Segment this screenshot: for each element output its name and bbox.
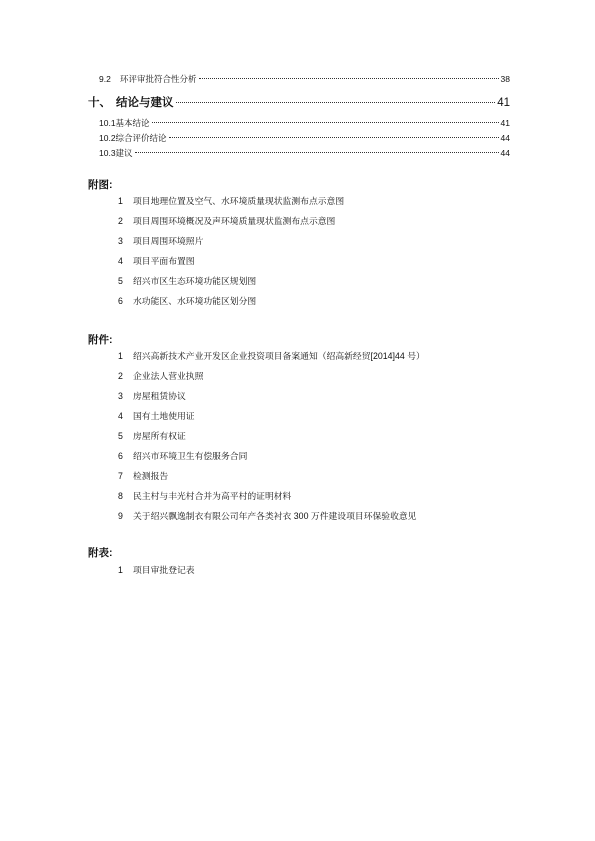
toc-entry-number: 10.3 xyxy=(99,148,116,158)
item-text: 国有土地使用证 xyxy=(133,411,195,421)
list-item xyxy=(118,271,344,291)
list-item xyxy=(118,446,425,466)
toc-entry-page: 44 xyxy=(500,148,510,158)
list-item xyxy=(118,466,425,486)
list-item xyxy=(118,291,344,311)
toc-entry-number: 9.2 xyxy=(99,74,111,84)
item-text: 绍兴高新技术产业开发区企业投资项目备案通知（绍高新经贸[2014]44 号） xyxy=(133,351,425,361)
toc-entry-page: 41 xyxy=(497,97,510,109)
toc-entry-number: 十、 xyxy=(88,97,111,109)
list-item xyxy=(118,406,425,426)
list-item xyxy=(118,231,344,251)
toc-entry-9-2[interactable] xyxy=(99,73,510,85)
attachments-list xyxy=(118,346,425,526)
list-item xyxy=(118,506,425,526)
toc-entry-10[interactable] xyxy=(88,94,510,110)
item-number: 4 xyxy=(118,256,123,266)
list-item xyxy=(118,560,195,580)
list-item xyxy=(118,486,425,506)
attachments-heading: 附件: xyxy=(88,334,113,346)
item-text: 关于绍兴飘逸制衣有限公司年产各类衬衣 300 万件建设项目环保验收意见 xyxy=(133,511,417,521)
toc-entry-10-3[interactable] xyxy=(99,147,510,159)
item-number: 6 xyxy=(118,451,123,461)
toc-dot-leader xyxy=(135,152,499,153)
item-text: 项目审批登记表 xyxy=(133,565,195,575)
toc-entry-title: 建议 xyxy=(115,148,133,158)
figures-list xyxy=(118,191,344,311)
list-item xyxy=(118,426,425,446)
tables-heading: 附表: xyxy=(88,547,113,559)
figures-heading: 附图: xyxy=(88,179,113,191)
item-text: 水功能区、水环境功能区划分图 xyxy=(133,296,257,306)
item-text: 项目平面布置图 xyxy=(133,256,195,266)
item-text: 企业法人营业执照 xyxy=(133,371,204,381)
toc-entry-title: 环评审批符合性分析 xyxy=(120,74,197,84)
item-number: 5 xyxy=(118,431,123,441)
toc-entry-number: 10.1 xyxy=(99,118,116,128)
item-number: 1 xyxy=(118,565,123,575)
toc-dot-leader xyxy=(169,137,499,138)
toc-entry-page: 38 xyxy=(500,74,510,84)
list-item xyxy=(118,346,425,366)
list-item xyxy=(118,366,425,386)
toc-entry-title: 基本结论 xyxy=(115,118,150,128)
tables-list xyxy=(118,560,195,580)
item-number: 8 xyxy=(118,491,123,501)
item-number: 1 xyxy=(118,351,123,361)
toc-dot-leader xyxy=(176,102,496,103)
list-item xyxy=(118,251,344,271)
item-number: 4 xyxy=(118,411,123,421)
item-number: 3 xyxy=(118,391,123,401)
item-text: 项目周围环境照片 xyxy=(133,236,204,246)
item-text: 项目周围环境概况及声环境质量现状监测布点示意图 xyxy=(133,216,336,226)
item-number: 3 xyxy=(118,236,123,246)
toc-entry-number: 10.2 xyxy=(99,133,116,143)
toc-entry-title: 结论与建议 xyxy=(116,97,174,109)
item-text: 检测报告 xyxy=(133,471,169,481)
list-item xyxy=(118,191,344,211)
item-number: 1 xyxy=(118,196,123,206)
item-number: 9 xyxy=(118,511,123,521)
toc-dot-leader xyxy=(152,122,499,123)
list-item xyxy=(118,386,425,406)
toc-dot-leader xyxy=(199,78,499,79)
toc-entry-title: 综合评价结论 xyxy=(115,133,167,143)
item-number: 5 xyxy=(118,276,123,286)
item-number: 6 xyxy=(118,296,123,306)
item-text: 房屋租赁协议 xyxy=(133,391,186,401)
item-text: 房屋所有权证 xyxy=(133,431,186,441)
toc-entry-page: 41 xyxy=(500,118,510,128)
item-number: 7 xyxy=(118,471,123,481)
item-text: 绍兴市区生态环境功能区规划图 xyxy=(133,276,257,286)
item-text: 绍兴市环境卫生有偿服务合同 xyxy=(133,451,248,461)
item-text: 项目地理位置及空气、水环境质量现状监测布点示意图 xyxy=(133,196,345,206)
item-number: 2 xyxy=(118,371,123,381)
toc-entry-10-1[interactable] xyxy=(99,117,510,129)
toc-entry-page: 44 xyxy=(500,133,510,143)
item-number: 2 xyxy=(118,216,123,226)
list-item xyxy=(118,211,344,231)
item-text: 民主村与丰光村合并为高平村的证明材料 xyxy=(133,491,292,501)
toc-entry-10-2[interactable] xyxy=(99,132,510,144)
